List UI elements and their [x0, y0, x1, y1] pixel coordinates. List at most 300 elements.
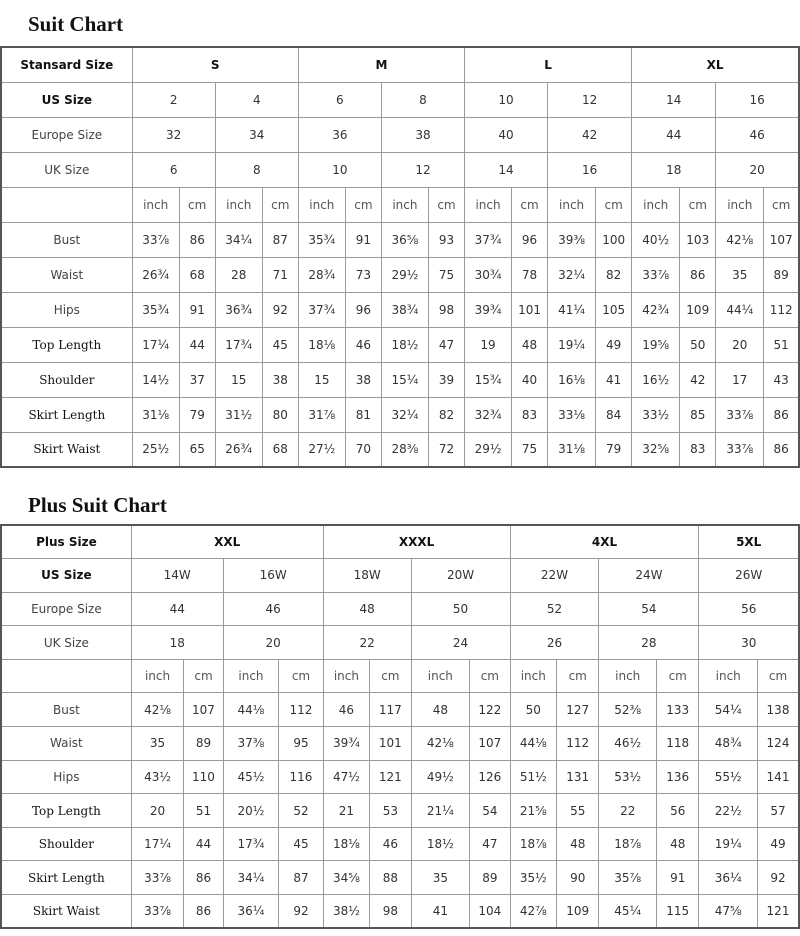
value-cm: 92: [758, 861, 800, 895]
value-inch: 31⅛: [132, 397, 179, 432]
us-size-value: 6: [298, 82, 381, 117]
value-cm: 92: [279, 895, 323, 929]
value-inch: 36¼: [699, 861, 758, 895]
value-cm: 73: [345, 257, 381, 292]
value-cm: 79: [596, 432, 632, 467]
measure-row: [1, 827, 799, 861]
value-cm: 133: [657, 693, 699, 727]
value-inch: 45¼: [599, 895, 657, 929]
value-inch: 32¾: [465, 397, 512, 432]
measure-row: [1, 693, 799, 727]
value-cm: 110: [184, 760, 223, 794]
value-inch: 41¼: [548, 292, 596, 327]
value-inch: 14½: [132, 362, 179, 397]
value-inch: 32⅝: [632, 432, 680, 467]
value-cm: 124: [758, 727, 800, 761]
measure-row: [1, 362, 799, 397]
europe-size-value: 44: [131, 592, 223, 626]
value-inch: 33⅞: [716, 432, 764, 467]
value-cm: 136: [657, 760, 699, 794]
value-inch: 19¼: [699, 827, 758, 861]
value-inch: 33⅞: [131, 895, 184, 929]
uk-size-value: 26: [510, 626, 599, 660]
us-size-value: 16: [716, 82, 799, 117]
value-cm: 57: [758, 794, 800, 828]
value-cm: 82: [596, 257, 632, 292]
value-cm: 37: [179, 362, 215, 397]
us-size-value: 26W: [699, 559, 799, 593]
europe-size-value: 56: [699, 592, 799, 626]
europe-size-value: 46: [223, 592, 323, 626]
value-cm: 41: [596, 362, 632, 397]
europe-size-value: 46: [716, 117, 799, 152]
uk-size-value: 20: [716, 152, 799, 187]
value-cm: 115: [657, 895, 699, 929]
value-inch: 36⅝: [381, 222, 428, 257]
unit-inch: inch: [223, 659, 279, 693]
size-m: M: [298, 47, 464, 82]
value-inch: 19¼: [548, 327, 596, 362]
measure-row: [1, 397, 799, 432]
value-inch: 26¾: [215, 432, 262, 467]
value-cm: 117: [370, 693, 411, 727]
value-inch: 20: [131, 794, 184, 828]
value-inch: 44⅛: [223, 693, 279, 727]
measure-row: [1, 727, 799, 761]
value-cm: 38: [345, 362, 381, 397]
value-inch: 42⅛: [716, 222, 764, 257]
value-inch: 35¾: [298, 222, 345, 257]
us-size-row: [1, 82, 799, 117]
value-inch: 38½: [323, 895, 369, 929]
value-cm: 53: [370, 794, 411, 828]
value-inch: 47½: [323, 760, 369, 794]
value-inch: 17¼: [132, 327, 179, 362]
value-cm: 83: [680, 432, 716, 467]
value-cm: 51: [184, 794, 223, 828]
value-cm: 70: [345, 432, 381, 467]
value-cm: 86: [184, 861, 223, 895]
value-cm: 91: [345, 222, 381, 257]
value-cm: 42: [680, 362, 716, 397]
unit-inch: inch: [411, 659, 470, 693]
value-cm: 101: [370, 727, 411, 761]
value-cm: 75: [428, 257, 464, 292]
value-inch: 33⅞: [632, 257, 680, 292]
measure-row: [1, 292, 799, 327]
size-s: S: [132, 47, 298, 82]
value-inch: 55½: [699, 760, 758, 794]
value-cm: 86: [184, 895, 223, 929]
measure-label: Hips: [1, 760, 131, 794]
value-cm: 100: [596, 222, 632, 257]
size-xxxl: XXXL: [323, 525, 510, 559]
size-xxl: XXL: [131, 525, 323, 559]
measure-label: Skirt Waist: [1, 432, 132, 467]
value-inch: 39¾: [465, 292, 512, 327]
value-inch: 17¾: [215, 327, 262, 362]
value-cm: 80: [262, 397, 298, 432]
us-size-label: US Size: [1, 82, 132, 117]
value-inch: 36¼: [223, 895, 279, 929]
value-cm: 49: [596, 327, 632, 362]
us-size-value: 2: [132, 82, 215, 117]
measure-label: Top Length: [1, 327, 132, 362]
europe-size-label: Europe Size: [1, 592, 131, 626]
value-cm: 101: [512, 292, 548, 327]
size-xl: XL: [632, 47, 799, 82]
unit-inch: inch: [323, 659, 369, 693]
value-cm: 98: [370, 895, 411, 929]
value-cm: 46: [370, 827, 411, 861]
measure-label: Skirt Length: [1, 861, 131, 895]
value-cm: 121: [370, 760, 411, 794]
value-inch: 49½: [411, 760, 470, 794]
value-cm: 44: [179, 327, 215, 362]
value-cm: 48: [512, 327, 548, 362]
uk-size-value: 8: [215, 152, 298, 187]
value-inch: 25½: [132, 432, 179, 467]
suit-chart-table: [0, 46, 800, 468]
uk-size-label: UK Size: [1, 152, 132, 187]
uk-size-value: 16: [548, 152, 632, 187]
unit-cm: cm: [428, 187, 464, 222]
measure-label: Waist: [1, 727, 131, 761]
us-size-value: 14W: [131, 559, 223, 593]
value-cm: 112: [557, 727, 599, 761]
unit-cm: cm: [657, 659, 699, 693]
uk-size-value: 30: [699, 626, 799, 660]
uk-size-label: UK Size: [1, 626, 131, 660]
europe-size-value: 44: [632, 117, 716, 152]
value-cm: 89: [764, 257, 799, 292]
unit-inch: inch: [548, 187, 596, 222]
unit-inch: inch: [716, 187, 764, 222]
value-cm: 86: [764, 432, 799, 467]
value-inch: 18⅛: [298, 327, 345, 362]
value-cm: 43: [764, 362, 799, 397]
value-cm: 47: [470, 827, 510, 861]
size-4xl: 4XL: [510, 525, 699, 559]
value-inch: 15: [298, 362, 345, 397]
value-cm: 71: [262, 257, 298, 292]
suit-chart-title: Suit Chart: [28, 12, 124, 36]
value-inch: 33⅛: [548, 397, 596, 432]
value-inch: 16½: [632, 362, 680, 397]
unit-row: [1, 187, 799, 222]
europe-size-value: 40: [465, 117, 548, 152]
unit-cm: cm: [512, 187, 548, 222]
value-inch: 17: [716, 362, 764, 397]
value-inch: 35¾: [132, 292, 179, 327]
value-cm: 138: [758, 693, 800, 727]
value-inch: 34⅝: [323, 861, 369, 895]
value-inch: 28: [215, 257, 262, 292]
value-cm: 85: [680, 397, 716, 432]
value-cm: 118: [657, 727, 699, 761]
unit-cm: cm: [279, 659, 323, 693]
europe-size-value: 38: [381, 117, 464, 152]
value-cm: 65: [179, 432, 215, 467]
value-inch: 37¾: [298, 292, 345, 327]
value-inch: 20: [716, 327, 764, 362]
us-size-value: 4: [215, 82, 298, 117]
value-cm: 109: [557, 895, 599, 929]
value-cm: 122: [470, 693, 510, 727]
value-inch: 34¼: [215, 222, 262, 257]
measure-label: Shoulder: [1, 362, 132, 397]
unit-cm: cm: [758, 659, 800, 693]
value-inch: 17¾: [223, 827, 279, 861]
value-inch: 29½: [465, 432, 512, 467]
unit-inch: inch: [132, 187, 179, 222]
value-inch: 37¾: [465, 222, 512, 257]
value-cm: 126: [470, 760, 510, 794]
value-cm: 107: [470, 727, 510, 761]
measure-row: [1, 895, 799, 929]
unit-inch: inch: [215, 187, 262, 222]
europe-size-value: 52: [510, 592, 599, 626]
unit-row-label: [1, 187, 132, 222]
value-inch: 18½: [381, 327, 428, 362]
value-inch: 35⅞: [599, 861, 657, 895]
unit-cm: cm: [470, 659, 510, 693]
value-inch: 33⅞: [132, 222, 179, 257]
value-cm: 95: [279, 727, 323, 761]
value-inch: 26¾: [132, 257, 179, 292]
size-header-label: Stansard Size: [1, 47, 132, 82]
value-cm: 50: [680, 327, 716, 362]
unit-cm: cm: [345, 187, 381, 222]
value-cm: 39: [428, 362, 464, 397]
unit-cm: cm: [596, 187, 632, 222]
us-size-value: 14: [632, 82, 716, 117]
value-inch: 35: [716, 257, 764, 292]
measure-label: Skirt Length: [1, 397, 132, 432]
value-cm: 46: [345, 327, 381, 362]
value-inch: 18⅞: [510, 827, 556, 861]
unit-cm: cm: [179, 187, 215, 222]
unit-inch: inch: [632, 187, 680, 222]
value-inch: 15¼: [381, 362, 428, 397]
unit-inch: inch: [381, 187, 428, 222]
value-cm: 47: [428, 327, 464, 362]
value-cm: 45: [262, 327, 298, 362]
uk-size-value: 12: [381, 152, 464, 187]
uk-size-row: [1, 152, 799, 187]
value-cm: 112: [279, 693, 323, 727]
unit-inch: inch: [298, 187, 345, 222]
value-inch: 48¾: [699, 727, 758, 761]
value-cm: 104: [470, 895, 510, 929]
us-size-value: 18W: [323, 559, 411, 593]
value-cm: 54: [470, 794, 510, 828]
europe-size-value: 32: [132, 117, 215, 152]
value-cm: 82: [428, 397, 464, 432]
value-inch: 16⅛: [548, 362, 596, 397]
value-cm: 75: [512, 432, 548, 467]
uk-size-value: 6: [132, 152, 215, 187]
value-inch: 54¼: [699, 693, 758, 727]
value-inch: 18⅞: [599, 827, 657, 861]
value-cm: 86: [179, 222, 215, 257]
value-inch: 21⅝: [510, 794, 556, 828]
unit-cm: cm: [370, 659, 411, 693]
value-inch: 38¾: [381, 292, 428, 327]
uk-size-value: 10: [298, 152, 381, 187]
value-inch: 32¼: [381, 397, 428, 432]
size-5xl: 5XL: [699, 525, 799, 559]
size-header-row: [1, 525, 799, 559]
value-inch: 28⅜: [381, 432, 428, 467]
value-inch: 52⅜: [599, 693, 657, 727]
europe-size-label: Europe Size: [1, 117, 132, 152]
unit-cm: cm: [557, 659, 599, 693]
size-header-row: [1, 47, 799, 82]
value-inch: 31½: [215, 397, 262, 432]
value-inch: 44¼: [716, 292, 764, 327]
value-inch: 17¼: [131, 827, 184, 861]
us-size-value: 10: [465, 82, 548, 117]
value-cm: 68: [179, 257, 215, 292]
value-cm: 38: [262, 362, 298, 397]
value-cm: 112: [764, 292, 799, 327]
us-size-row: [1, 559, 799, 593]
value-cm: 48: [557, 827, 599, 861]
unit-inch: inch: [131, 659, 184, 693]
unit-inch: inch: [510, 659, 556, 693]
value-cm: 84: [596, 397, 632, 432]
value-cm: 68: [262, 432, 298, 467]
uk-size-value: 14: [465, 152, 548, 187]
europe-size-row: [1, 592, 799, 626]
value-inch: 53½: [599, 760, 657, 794]
us-size-value: 20W: [411, 559, 510, 593]
value-cm: 56: [657, 794, 699, 828]
measure-row: [1, 257, 799, 292]
unit-cm: cm: [680, 187, 716, 222]
value-cm: 89: [470, 861, 510, 895]
value-inch: 32¼: [548, 257, 596, 292]
value-inch: 51½: [510, 760, 556, 794]
unit-cm: cm: [764, 187, 799, 222]
value-inch: 45½: [223, 760, 279, 794]
value-inch: 18⅛: [323, 827, 369, 861]
europe-size-value: 42: [548, 117, 632, 152]
value-cm: 121: [758, 895, 800, 929]
value-inch: 48: [411, 693, 470, 727]
measure-label: Shoulder: [1, 827, 131, 861]
value-cm: 127: [557, 693, 599, 727]
unit-inch: inch: [465, 187, 512, 222]
value-cm: 96: [345, 292, 381, 327]
europe-size-value: 36: [298, 117, 381, 152]
value-cm: 109: [680, 292, 716, 327]
value-inch: 46½: [599, 727, 657, 761]
measure-row: [1, 760, 799, 794]
value-cm: 88: [370, 861, 411, 895]
value-inch: 42⅛: [411, 727, 470, 761]
value-inch: 42¾: [632, 292, 680, 327]
value-cm: 55: [557, 794, 599, 828]
value-inch: 36¾: [215, 292, 262, 327]
value-inch: 44⅛: [510, 727, 556, 761]
value-cm: 141: [758, 760, 800, 794]
value-cm: 87: [262, 222, 298, 257]
unit-row-label: [1, 659, 131, 693]
value-cm: 79: [179, 397, 215, 432]
value-cm: 83: [512, 397, 548, 432]
us-size-value: 22W: [510, 559, 599, 593]
value-inch: 28¾: [298, 257, 345, 292]
value-cm: 89: [184, 727, 223, 761]
value-inch: 31⅞: [298, 397, 345, 432]
value-inch: 20½: [223, 794, 279, 828]
size-header-label: Plus Size: [1, 525, 131, 559]
unit-row: [1, 659, 799, 693]
uk-size-value: 24: [411, 626, 510, 660]
value-cm: 90: [557, 861, 599, 895]
value-cm: 86: [680, 257, 716, 292]
value-inch: 35: [131, 727, 184, 761]
us-size-value: 16W: [223, 559, 323, 593]
value-inch: 29½: [381, 257, 428, 292]
value-cm: 103: [680, 222, 716, 257]
value-inch: 19: [465, 327, 512, 362]
unit-inch: inch: [699, 659, 758, 693]
value-cm: 107: [764, 222, 799, 257]
plus-suit-chart-table: [0, 524, 800, 929]
value-cm: 91: [657, 861, 699, 895]
unit-inch: inch: [599, 659, 657, 693]
value-inch: 33⅞: [131, 861, 184, 895]
value-cm: 92: [262, 292, 298, 327]
uk-size-value: 20: [223, 626, 323, 660]
value-inch: 19⅝: [632, 327, 680, 362]
value-inch: 31⅛: [548, 432, 596, 467]
unit-cm: cm: [262, 187, 298, 222]
value-cm: 51: [764, 327, 799, 362]
value-cm: 107: [184, 693, 223, 727]
value-cm: 131: [557, 760, 599, 794]
value-inch: 21: [323, 794, 369, 828]
value-inch: 21¼: [411, 794, 470, 828]
europe-size-value: 48: [323, 592, 411, 626]
value-inch: 34¼: [223, 861, 279, 895]
measure-label: Bust: [1, 222, 132, 257]
value-cm: 81: [345, 397, 381, 432]
us-size-value: 8: [381, 82, 464, 117]
value-inch: 15: [215, 362, 262, 397]
uk-size-value: 28: [599, 626, 699, 660]
uk-size-value: 18: [131, 626, 223, 660]
value-cm: 49: [758, 827, 800, 861]
value-inch: 47⅝: [699, 895, 758, 929]
size-l: L: [465, 47, 632, 82]
unit-cm: cm: [184, 659, 223, 693]
value-inch: 33⅞: [716, 397, 764, 432]
value-inch: 40½: [632, 222, 680, 257]
measure-row: [1, 432, 799, 467]
measure-row: [1, 794, 799, 828]
value-inch: 33½: [632, 397, 680, 432]
value-cm: 52: [279, 794, 323, 828]
uk-size-value: 22: [323, 626, 411, 660]
value-inch: 22: [599, 794, 657, 828]
europe-size-value: 50: [411, 592, 510, 626]
value-inch: 42⅞: [510, 895, 556, 929]
value-inch: 22½: [699, 794, 758, 828]
